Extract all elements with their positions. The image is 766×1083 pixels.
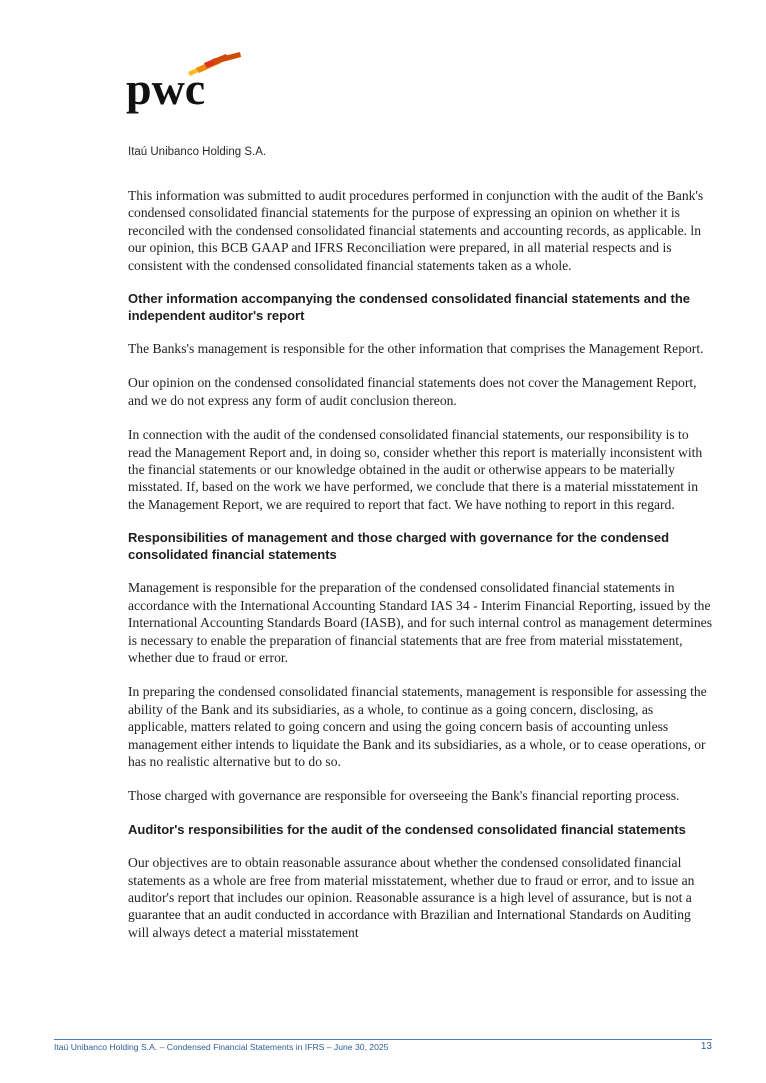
- other-info-paragraph-1: The Banks's management is responsible for the other information that comprises the Management Report.: [128, 341, 704, 357]
- section-heading-other-information: Other information accompanying the condensed consolidated financial statements and the independent auditor's report: [128, 291, 690, 323]
- pwc-logo: [126, 52, 242, 114]
- section-heading-management-responsibilities: Responsibilities of management and those charged with governance for the condensed consolidated financial statements: [128, 530, 670, 562]
- intro-paragraph: This information was submitted to audit procedures performed in conjunction with the audit of the Bank's condensed consolidated financial statements for the purpose of expressing an opinion on whether it is reconciled with the condensed consolidated financial statements and accounting records, as applicable. ln our opinion, this BCB GAAP and IFRS Reconciliation were prepared, in all material respects and is consistent with the condensed consolidated financial statements taken as a whole.: [128, 188, 704, 273]
- logo-wordmark: pwc: [126, 63, 206, 114]
- other-info-paragraph-2: Our opinion on the condensed consolidated financial statements does not cover the Management Report, and we do not express any form of audit conclusion thereon.: [128, 375, 697, 408]
- footer-divider: [54, 1039, 712, 1040]
- responsibilities-paragraph-3: Those charged with governance are responsible for overseeing the Bank's financial reporting process.: [128, 788, 680, 804]
- section-heading-auditor-responsibilities: Auditor's responsibilities for the audit of the condensed consolidated financial statements: [128, 821, 686, 837]
- logo-accent-bar-4: [212, 52, 241, 64]
- footer-text: Itaú Unibanco Holding S.A. – Condensed Financial Statements in IFRS – June 30, 2025: [54, 1042, 389, 1052]
- responsibilities-paragraph-1: Management is responsible for the preparation of the condensed consolidated financial statements in accordance with the International Accounting Standard IAS 34 - Interim Financial Reporting, issued by the International Accounting Standards Board (IASB), and for such internal control as management determines is necessary to enable the preparation of financial statements that are free from material misstatement, whether due to fraud or error.: [128, 580, 712, 665]
- company-name: Itaú Unibanco Holding S.A.: [128, 146, 267, 158]
- responsibilities-paragraph-2: In preparing the condensed consolidated financial statements, management is responsible for assessing the ability of the Bank and its subsidiaries, as a whole, to continue as a going concern, disclosing, as applicable, matters related to going concern and using the going concern basis of accounting unless management either intends to liquidate the Bank and its subsidiaries, as a whole, or to cease operations, or has no realistic alternative but to do so.: [128, 684, 707, 769]
- page-number: 13: [700, 1041, 712, 1052]
- report-body: [128, 187, 712, 958]
- auditor-paragraph-1: Our objectives are to obtain reasonable assurance about whether the condensed consolidated financial statements as a whole are free from material misstatement, whether due to fraud or error, and to issue an auditor's report that includes our opinion. Reasonable assurance is a high level of assurance, but is not a guarantee that an audit conducted in accordance with Brazilian and International Standards on Auditing will always detect a material misstatement: [128, 855, 695, 940]
- other-info-paragraph-3: In connection with the audit of the condensed consolidated financial statements, our responsibility is to read the Management Report and, in doing so, consider whether this report is materially inconsistent with the financial statements or our knowledge obtained in the audit or otherwise appears to be materially misstated. If, based on the work we have performed, we conclude that there is a material misstatement in the Management Report, we are required to report that fact. We have nothing to report in this regard.: [128, 427, 703, 512]
